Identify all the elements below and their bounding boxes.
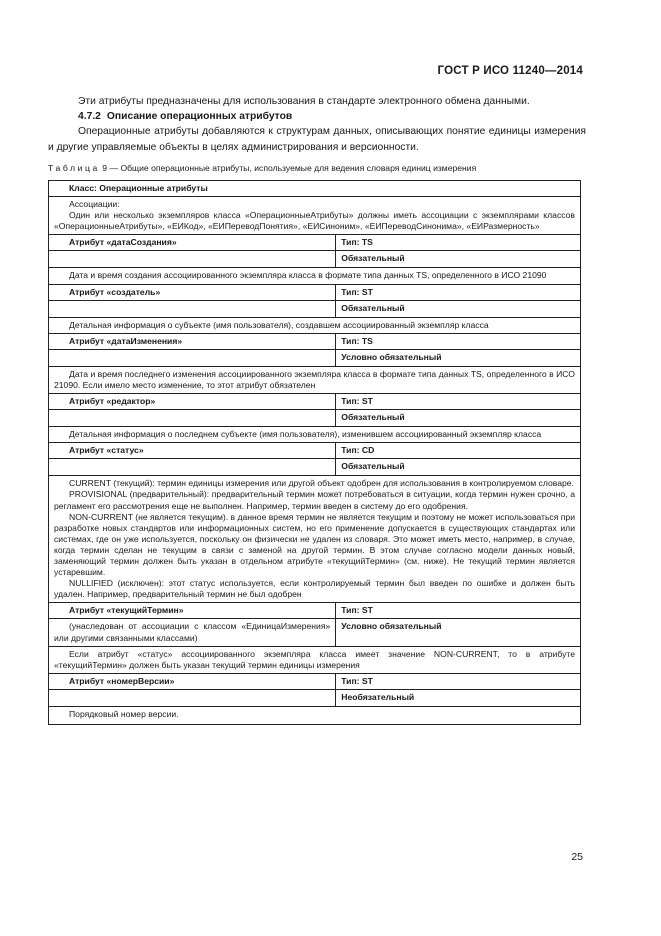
- attribute-type: Тип: TS: [336, 235, 581, 251]
- attribute-type: Тип: ST: [336, 394, 581, 410]
- attribute-description: Детальная информация о субъекте (имя пользователя), создавшем ассоциированный экземпляр класса: [49, 317, 581, 333]
- table-row: [49, 619, 581, 646]
- table-row: [49, 235, 581, 251]
- status-provisional: PROVISIONAL (предварительный): предварительный термин может потребоваться в ситуации, когда термин нужен срочно, а регламент его рассмотрения еще не выполнен. Например, термин введен в систему до его одобрения.: [54, 489, 575, 511]
- section-title: Описание операционных атрибутов: [106, 111, 293, 122]
- caption-text: — Общие операционные атрибуты, используемые для ведения словаря единиц измерения: [109, 163, 477, 173]
- empty-cell: [49, 251, 336, 268]
- table-caption: [48, 163, 476, 173]
- document-header: ГОСТ Р ИСО 11240—2014: [437, 65, 583, 77]
- associations-cell: [49, 197, 581, 235]
- attribute-status: Обязательный: [336, 300, 581, 317]
- table-row: [49, 603, 581, 619]
- table-row: [49, 673, 581, 689]
- attribute-name: Атрибут «датаИзменения»: [49, 333, 336, 349]
- attribute-status: Обязательный: [336, 459, 581, 476]
- attribute-description: Дата и время создания ассоциированного экземпляра класса в формате типа данных TS, определенного в ИСО 21090: [49, 268, 581, 284]
- status-values-description: [49, 476, 581, 603]
- inheritance-note: (унаследован от ассоциации с классом «ЕдиницаИзмерения» или другими связанными классами): [49, 619, 336, 646]
- attribute-type: Тип: TS: [336, 333, 581, 349]
- table-row: [49, 443, 581, 459]
- intro-paragraph: Эти атрибуты предназначены для использования в стандарте электронного обмена данными.: [78, 96, 530, 107]
- empty-cell: [49, 459, 336, 476]
- attribute-name: Атрибут «статус»: [49, 443, 336, 459]
- table-row: [49, 317, 581, 333]
- page-number: 25: [571, 851, 583, 863]
- table-row: [49, 181, 581, 197]
- table-row: [49, 333, 581, 349]
- attribute-description: Детальная информация о последнем субъекте (имя пользователя), изменившем ассоциированный экземпляр класса: [49, 427, 581, 443]
- attribute-description: Порядковый номер версии.: [49, 706, 581, 724]
- table-row: [49, 197, 581, 235]
- attribute-description: Если атрибут «статус» ассоциированного экземпляра класса имеет значение NON-CURRENT, то в атрибуте «текущийТермин» должен быть указан текущий термин единицы измерения: [49, 646, 581, 673]
- table-row: [49, 268, 581, 284]
- operational-attributes-table: [48, 180, 581, 725]
- section-paragraph: Операционные атрибуты добавляются к структурам данных, описывающих понятие единицы измерения и другие управляемые объекты в целях администрирования и версионности.: [48, 126, 586, 153]
- table-row: [49, 366, 581, 393]
- table-row: [49, 300, 581, 317]
- table-row: [49, 689, 581, 706]
- section-number: 4.7.2: [78, 111, 101, 122]
- attribute-status: Условно обязательный: [336, 619, 581, 646]
- section-heading: [78, 109, 616, 125]
- table-row: [49, 706, 581, 724]
- attribute-type: Тип: ST: [336, 284, 581, 300]
- table-row: [49, 459, 581, 476]
- empty-cell: [49, 689, 336, 706]
- attribute-name: Атрибут «создатель»: [49, 284, 336, 300]
- status-non-current: NON-CURRENT (не является текущим). в данное время термин не является текущим и поэтому не может использоваться при разработке новых стандартов или информационных систем, но его применение допускается в существующих стандартах или системах, где он уже используется, поскольку он физически не удален из словаря. Это может иметь место, например, в случае, когда термин сделан не текущим в связи с заменой на другой термин. В этом случае согласно модели данных новый, заменяющий термин должен быть указан в отдельном атрибуте «текущийТермин» (см. ниже). Не текущий термин является устаревшим.: [54, 511, 575, 578]
- associations-title: Ассоциации:: [69, 199, 120, 210]
- table-row: [49, 427, 581, 443]
- attribute-status: Обязательный: [336, 251, 581, 268]
- attribute-status: Условно обязательный: [336, 349, 581, 366]
- attribute-description: Дата и время последнего изменения ассоциированного экземпляра класса в формате типа данных TS, определенного в ИСО 21090. Если имело место изменение, то этот атрибут обязателен: [49, 366, 581, 393]
- table-row: [49, 394, 581, 410]
- table-row: [49, 476, 581, 603]
- attribute-name: Атрибут «номерВерсии»: [49, 673, 336, 689]
- class-label: Класс: Операционные атрибуты: [49, 181, 581, 197]
- associations-text: Один или несколько экземпляров класса «ОперационныеАтрибуты» должны иметь ассоциации с экземплярами классов «ОперационныеАтрибуты», «ЕИКод», «ЕИПереводПонятия», «ЕИСиноним», «ЕИПереводСинонима», «ЕИРазмерность»: [54, 210, 575, 232]
- caption-prefix: Таблица: [48, 163, 100, 173]
- status-current: CURRENT (текущий): термин единицы измерения или другой объект одобрен для использования в контролируемом словаре.: [69, 478, 574, 489]
- table-row: [49, 251, 581, 268]
- table-row: [49, 284, 581, 300]
- attribute-name: Атрибут «текущийТермин»: [49, 603, 336, 619]
- attribute-status: Необязательный: [336, 689, 581, 706]
- empty-cell: [49, 349, 336, 366]
- caption-number: 9: [102, 163, 108, 173]
- table-row: [49, 410, 581, 427]
- attribute-type: Тип: ST: [336, 603, 581, 619]
- attribute-status: Обязательный: [336, 410, 581, 427]
- table-row: [49, 349, 581, 366]
- attribute-name: Атрибут «редактор»: [49, 394, 336, 410]
- attribute-name: Атрибут «датаСоздания»: [49, 235, 336, 251]
- empty-cell: [49, 410, 336, 427]
- status-nullified: NULLIFIED (исключен): этот статус используется, если контролируемый термин был введен по ошибке и должен быть удален. Например, предварительный термин не был одобрен: [54, 578, 575, 600]
- table-row: [49, 646, 581, 673]
- empty-cell: [49, 300, 336, 317]
- attribute-type: Тип: CD: [336, 443, 581, 459]
- attribute-type: Тип: ST: [336, 673, 581, 689]
